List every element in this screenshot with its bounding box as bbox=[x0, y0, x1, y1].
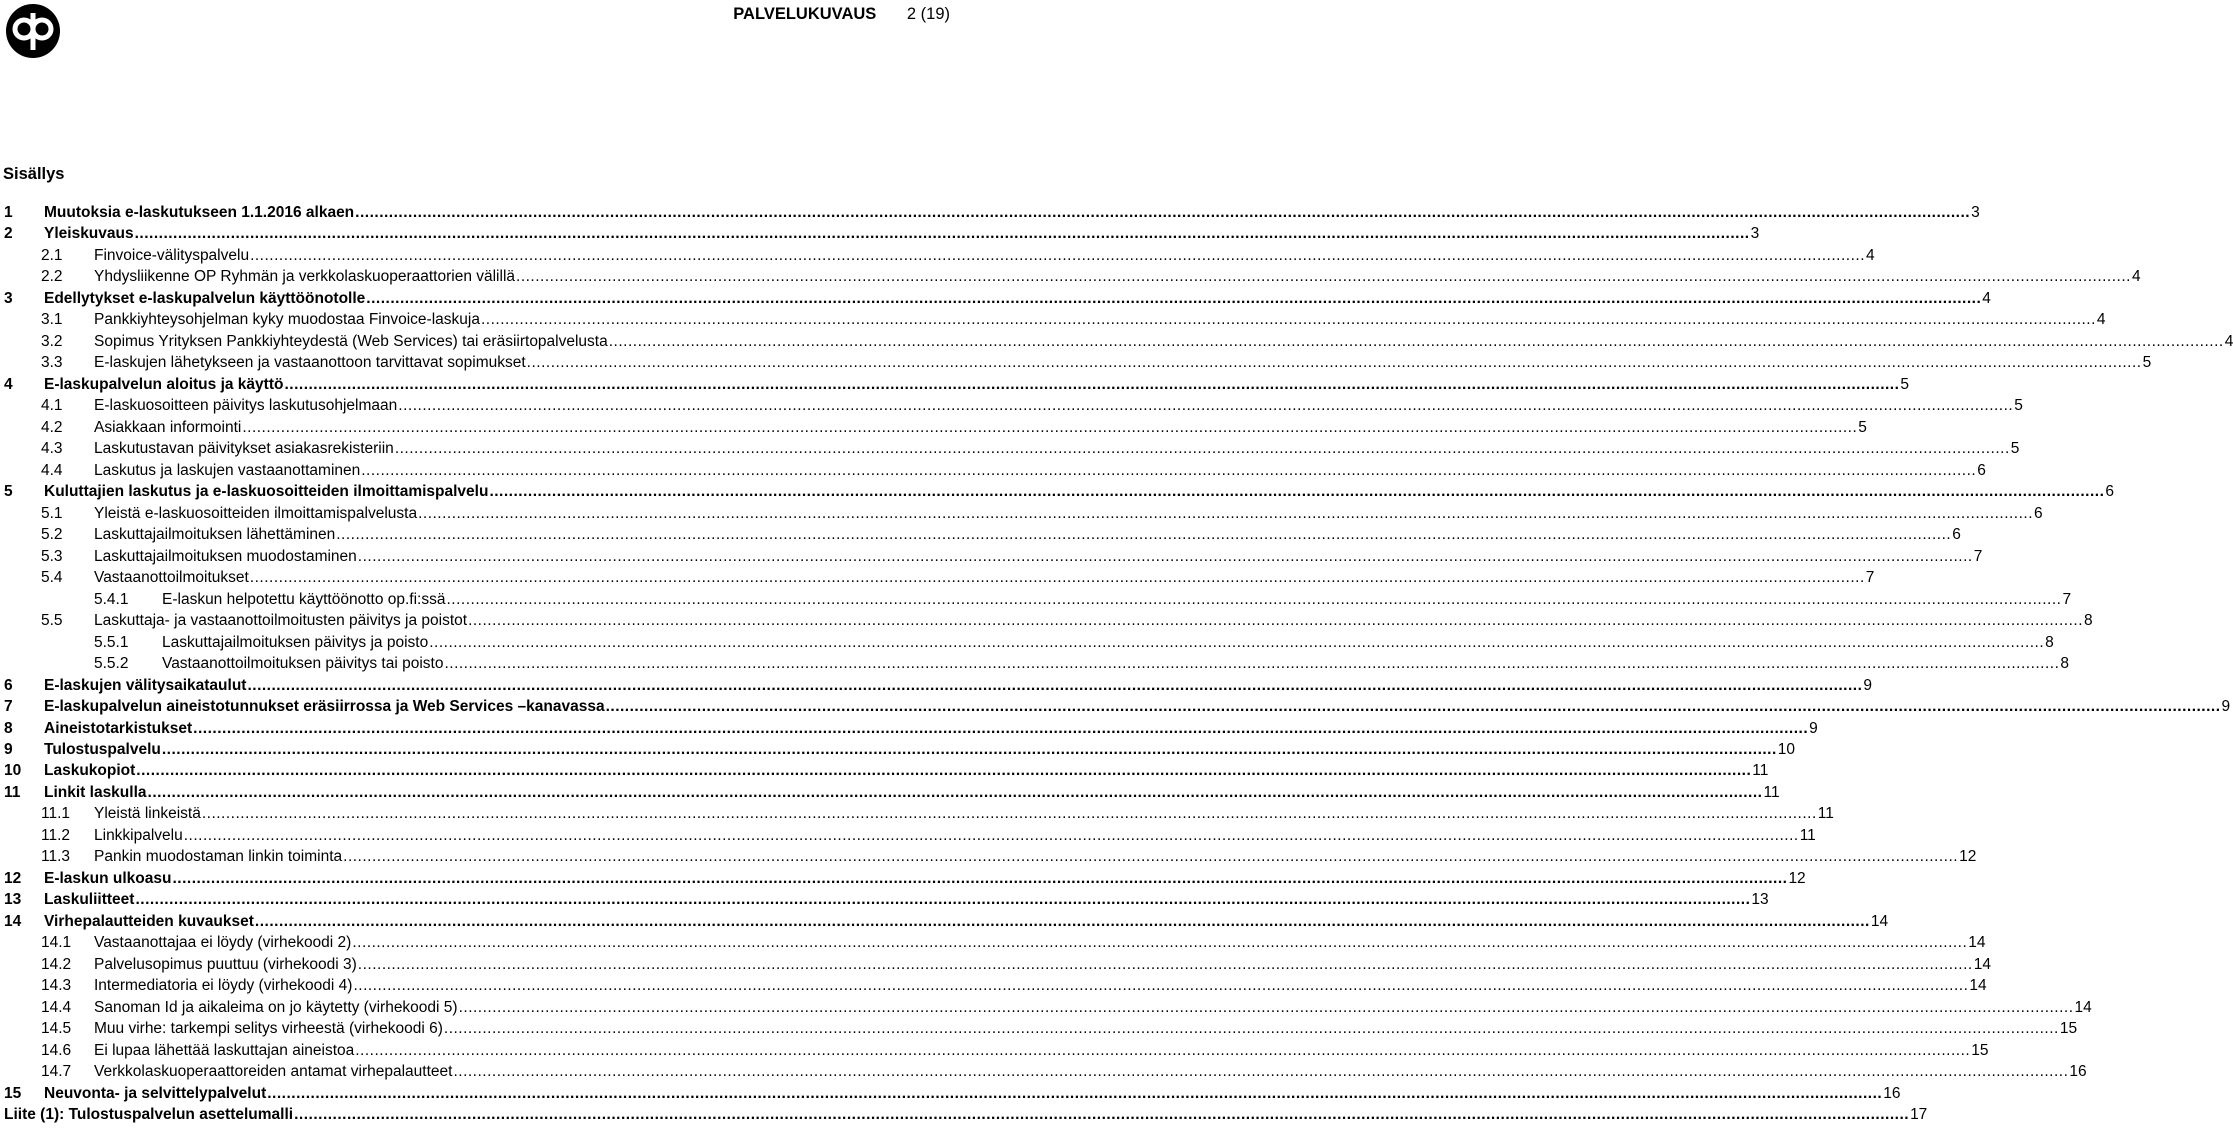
toc-dot-leader bbox=[250, 246, 1865, 266]
toc-entry[interactable] bbox=[4, 1084, 1901, 1104]
toc-entry-title: Neuvonta- ja selvittelypalvelut bbox=[44, 1084, 267, 1102]
toc-dot-leader bbox=[358, 955, 1973, 975]
toc-dot-leader bbox=[468, 611, 2083, 631]
toc-entry-title: Sanoman Id ja aikaleima on jo käytetty (virhekoodi 5) bbox=[94, 998, 458, 1016]
toc-entry-title: Vastaanottoilmoitukset bbox=[94, 569, 249, 587]
toc-entry-title: Linkit laskulla bbox=[44, 783, 147, 801]
page-header bbox=[733, 5, 950, 24]
toc-entry-number: 3.3 bbox=[41, 354, 63, 372]
toc-entry-page: 5 bbox=[1900, 375, 1910, 393]
toc-entry-number: 5.2 bbox=[41, 526, 63, 544]
toc-entry[interactable] bbox=[4, 654, 2070, 674]
toc-entry-page: 9 bbox=[1863, 676, 1873, 694]
toc-entry-page: 7 bbox=[1973, 547, 1983, 565]
toc-dot-leader bbox=[527, 353, 2142, 373]
toc-entry[interactable] bbox=[4, 783, 1780, 803]
toc-dot-leader bbox=[355, 203, 1970, 223]
toc-entry-number: 2.2 bbox=[41, 268, 63, 286]
toc-entry-title: E-laskujen lähetykseen ja vastaanottoon tarvittavat sopimukset bbox=[94, 354, 526, 372]
toc-entry-title: Laskutus ja laskujen vastaanottaminen bbox=[94, 461, 361, 479]
toc-entry-number: 5.3 bbox=[41, 547, 63, 565]
toc-entry-number: 11.3 bbox=[41, 848, 71, 866]
toc-dot-leader bbox=[398, 396, 2013, 416]
toc-entry[interactable] bbox=[4, 826, 1816, 846]
toc-entry[interactable] bbox=[4, 955, 1991, 975]
toc-entry-title: Yleistä linkeistä bbox=[94, 805, 201, 823]
toc-dot-leader bbox=[343, 847, 1958, 867]
toc-entry[interactable] bbox=[4, 525, 1961, 545]
toc-entry-title: E-laskuosoitteen päivitys laskutusohjelmaan bbox=[94, 397, 398, 415]
toc-entry-title: Palvelusopimus puuttuu (virhekoodi 3) bbox=[94, 955, 357, 973]
toc-dot-leader bbox=[489, 482, 2104, 502]
toc-entry[interactable] bbox=[4, 439, 2020, 459]
toc-entry-page: 9 bbox=[2221, 698, 2231, 716]
toc-entry-title: Liite (1): Tulostuspalvelun asettelumalli bbox=[4, 1106, 294, 1124]
toc-entry[interactable] bbox=[4, 267, 2141, 287]
toc-dot-leader bbox=[481, 310, 2096, 330]
toc-entry[interactable] bbox=[4, 289, 1991, 309]
toc-entry-page: 16 bbox=[2069, 1063, 2087, 1081]
toc-dot-leader bbox=[366, 289, 1981, 309]
toc-dot-leader bbox=[355, 1041, 1970, 1061]
toc-entry[interactable] bbox=[4, 504, 2043, 524]
toc-entry-page: 14 bbox=[1870, 912, 1889, 930]
toc-entry-title: Laskuttaja- ja vastaanottoilmoitusten päivitys ja poistot bbox=[94, 612, 468, 630]
toc-entry-number: 14.6 bbox=[41, 1041, 72, 1059]
toc-dot-leader bbox=[284, 375, 1899, 395]
toc-entry-number: 14.3 bbox=[41, 977, 72, 995]
toc-entry-title: Ei lupaa lähettää laskuttajan aineistoa bbox=[94, 1041, 355, 1059]
toc-entry[interactable] bbox=[4, 976, 1987, 996]
toc-entry-page: 14 bbox=[1973, 955, 1991, 973]
toc-dot-leader bbox=[609, 332, 2224, 352]
toc-entry[interactable] bbox=[4, 740, 1796, 760]
toc-entry-title: E-laskupalvelun aloitus ja käyttö bbox=[44, 375, 284, 393]
toc-entry-page: 9 bbox=[1809, 719, 1818, 737]
toc-entry-number: 15 bbox=[4, 1084, 22, 1102]
toc-entry-number: 11 bbox=[4, 783, 21, 801]
page-number: 2 (19) bbox=[906, 5, 950, 23]
toc-entry-page: 4 bbox=[1982, 289, 1991, 307]
toc-heading: Sisällys bbox=[3, 165, 65, 183]
toc-entry-page: 5 bbox=[2142, 354, 2152, 372]
toc-entry[interactable] bbox=[4, 547, 1983, 567]
toc-entry-number: 4.1 bbox=[41, 397, 63, 415]
toc-dot-leader bbox=[444, 1019, 2059, 1039]
document-title: PALVELUKUVAUS bbox=[733, 5, 877, 23]
toc-entry-number: 4.3 bbox=[41, 440, 63, 458]
toc-entry-page: 8 bbox=[2045, 633, 2054, 651]
toc-entry[interactable] bbox=[4, 224, 1760, 244]
toc-entry-title: E-laskun ulkoasu bbox=[44, 869, 172, 887]
toc-entry[interactable] bbox=[4, 353, 2152, 373]
toc-entry-number: 3 bbox=[4, 289, 13, 307]
toc-entry-page: 4 bbox=[1866, 246, 1875, 264]
toc-entry-number: 11.1 bbox=[41, 805, 71, 823]
toc-entry-number: 5.4 bbox=[41, 569, 63, 587]
toc-entry-page: 8 bbox=[2084, 612, 2093, 630]
toc-entry-title: Pankkiyhteysohjelman kyky muodostaa Finvoice-laskuja bbox=[94, 311, 480, 329]
toc-dot-leader bbox=[361, 461, 1976, 481]
toc-entry[interactable] bbox=[4, 1041, 1989, 1061]
toc-entry-page: 6 bbox=[2105, 483, 2115, 501]
toc-entry-title: Verkkolaskuoperaattoreiden antamat virhepalautteet bbox=[94, 1063, 453, 1081]
toc-entry[interactable] bbox=[4, 1062, 2087, 1082]
toc-dot-leader bbox=[606, 697, 2221, 717]
toc-entry-title: Laskuttajailmoituksen muodostaminen bbox=[94, 547, 357, 565]
toc-entry[interactable] bbox=[4, 633, 2054, 653]
toc-entry-title: Yleistä e-laskuosoitteiden ilmoittamispalvelusta bbox=[94, 504, 418, 522]
toc-dot-leader bbox=[444, 654, 2059, 674]
toc-entry-number: 13 bbox=[4, 891, 22, 909]
toc-entry-page: 6 bbox=[1952, 526, 1961, 544]
toc-entry[interactable] bbox=[4, 761, 1769, 781]
toc-entry-title: Finvoice-välityspalvelu bbox=[94, 246, 250, 264]
toc-entry-number: 10 bbox=[4, 762, 22, 780]
toc-entry-number: 3.2 bbox=[41, 332, 63, 350]
toc-entry[interactable] bbox=[4, 890, 1769, 910]
toc-entry-number: 5.5 bbox=[41, 612, 63, 630]
toc-entry-page: 5 bbox=[2010, 440, 2020, 458]
toc-entry-title: Laskuliitteet bbox=[44, 891, 135, 909]
toc-entry-page: 12 bbox=[1959, 848, 1977, 866]
toc-dot-leader bbox=[395, 439, 2010, 459]
toc-entry-number: 4.4 bbox=[41, 461, 63, 479]
toc-entry-number: 5.5.1 bbox=[94, 633, 129, 651]
toc-entry-title: Laskuttajailmoituksen päivitys ja poisto bbox=[162, 633, 429, 651]
toc-entry-page: 5 bbox=[2014, 397, 2023, 415]
toc-entry-title: E-laskupalvelun aineistotunnukset eräsiirrossa ja Web Services –kanavassa bbox=[44, 698, 605, 716]
toc-dot-leader bbox=[446, 590, 2061, 610]
toc-dot-leader bbox=[353, 976, 1968, 996]
toc-entry[interactable] bbox=[4, 676, 1873, 696]
toc-entry-number: 2 bbox=[4, 225, 13, 243]
toc-entry-page: 11 bbox=[1799, 826, 1816, 844]
toc-entry-page: 3 bbox=[1971, 204, 1980, 221]
toc-entry-page: 12 bbox=[1788, 869, 1806, 887]
toc-dot-leader bbox=[242, 418, 1857, 438]
toc-entry-number: 2.1 bbox=[41, 246, 63, 264]
toc-entry-number: 5 bbox=[4, 483, 13, 501]
toc-entry-page: 17 bbox=[1910, 1106, 1928, 1124]
toc-entry-title: Laskutustavan päivitykset asiakasrekisteriin bbox=[94, 440, 394, 458]
toc-entry-number: 5.1 bbox=[41, 504, 63, 522]
toc-dot-leader bbox=[352, 933, 1967, 953]
toc-entry-page: 4 bbox=[2224, 332, 2233, 350]
toc-dot-leader bbox=[255, 912, 1870, 932]
toc-dot-leader bbox=[162, 740, 1777, 760]
toc-entry-page: 11 bbox=[1752, 762, 1769, 780]
toc-entry[interactable] bbox=[4, 568, 1875, 588]
toc-entry-page: 6 bbox=[1977, 461, 1986, 479]
toc-entry-number: 14.2 bbox=[41, 955, 72, 973]
toc-dot-leader bbox=[136, 761, 1751, 781]
toc-entry[interactable] bbox=[4, 246, 1875, 266]
toc-dot-leader bbox=[453, 1062, 2068, 1082]
toc-entry-number: 7 bbox=[4, 698, 13, 716]
toc-entry[interactable] bbox=[4, 461, 1986, 481]
toc-entry-title: Asiakkaan informointi bbox=[94, 418, 242, 436]
toc-entry-page: 13 bbox=[1751, 891, 1769, 909]
toc-dot-leader bbox=[184, 826, 1799, 846]
toc-entry-page: 10 bbox=[1777, 741, 1796, 758]
toc-entry-title: Virhepalautteiden kuvaukset bbox=[44, 912, 254, 930]
toc-entry-page: 11 bbox=[1817, 805, 1834, 823]
toc-dot-leader bbox=[148, 783, 1763, 803]
toc-entry[interactable] bbox=[4, 998, 2092, 1018]
toc-entry-page: 7 bbox=[2062, 590, 2072, 608]
toc-entry-title: Yhdysliikenne OP Ryhmän ja verkkolaskuoperaattorien välillä bbox=[94, 268, 516, 286]
toc-entry[interactable] bbox=[4, 375, 1910, 395]
toc-entry[interactable] bbox=[4, 590, 2072, 610]
toc-entry-number: 14.5 bbox=[41, 1020, 72, 1038]
toc-entry-number: 1 bbox=[4, 204, 13, 221]
toc-dot-leader bbox=[336, 525, 1951, 545]
toc-dot-leader bbox=[267, 1084, 1882, 1104]
toc-dot-leader bbox=[294, 1105, 1909, 1125]
toc-entry[interactable] bbox=[4, 310, 2106, 330]
toc-dot-leader bbox=[516, 267, 2131, 287]
toc-entry-title: Vastaanottajaa ei löydy (virhekoodi 2) bbox=[94, 934, 352, 952]
toc-entry-page: 15 bbox=[1971, 1041, 1989, 1059]
toc-entry-page: 11 bbox=[1763, 783, 1780, 801]
toc-entry-number: 3.1 bbox=[41, 311, 63, 329]
toc-entry[interactable] bbox=[4, 847, 1977, 867]
toc-dot-leader bbox=[135, 224, 1750, 244]
toc-entry-number: 14 bbox=[4, 912, 22, 930]
toc-entry-page: 15 bbox=[2059, 1020, 2078, 1038]
toc-entry-page: 14 bbox=[1968, 934, 1986, 952]
toc-entry-page: 16 bbox=[1883, 1084, 1901, 1102]
toc-entry[interactable] bbox=[4, 697, 2231, 717]
toc-entry-title: Sopimus Yrityksen Pankkiyhteydestä (Web Services) tai eräsiirtopalvelusta bbox=[94, 332, 608, 350]
toc-dot-leader bbox=[193, 719, 1808, 739]
toc-entry-number: 5.4.1 bbox=[94, 590, 129, 608]
toc-entry-page: 7 bbox=[1865, 569, 1875, 587]
toc-entry-number: 8 bbox=[4, 719, 13, 737]
toc-entry-page: 14 bbox=[2074, 998, 2092, 1016]
toc-entry-number: 4 bbox=[4, 375, 13, 393]
toc-entry-title: Tulostuspalvelu bbox=[44, 741, 161, 758]
toc-entry-number: 4.2 bbox=[41, 418, 63, 436]
toc-entry-title: Edellytykset e-laskupalvelun käyttöönotolle bbox=[44, 289, 366, 307]
toc-entry-number: 14.4 bbox=[41, 998, 72, 1016]
toc-entry[interactable] bbox=[4, 332, 2233, 352]
toc-entry[interactable] bbox=[4, 611, 2093, 631]
toc-entry-title: Kuluttajien laskutus ja e-laskuosoitteiden ilmoittamispalvelu bbox=[44, 483, 489, 501]
toc-entry-title: Pankin muodostaman linkin toiminta bbox=[94, 848, 343, 866]
toc-entry[interactable] bbox=[4, 933, 1986, 953]
toc-entry[interactable] bbox=[4, 203, 1980, 223]
toc-entry-number: 14.1 bbox=[41, 934, 72, 952]
toc-entry-number: 6 bbox=[4, 676, 13, 694]
toc-entry[interactable] bbox=[4, 396, 2023, 416]
toc-dot-leader bbox=[135, 890, 1750, 910]
toc-entry[interactable] bbox=[4, 912, 1889, 932]
toc-entry-number: 5.5.2 bbox=[94, 655, 129, 673]
op-logo-icon bbox=[5, 3, 61, 59]
toc-entry[interactable] bbox=[4, 719, 1818, 739]
toc-entry[interactable] bbox=[4, 482, 2115, 502]
toc-entry-title: E-laskujen välitysaikataulut bbox=[44, 676, 247, 694]
toc-entry-page: 4 bbox=[2096, 311, 2106, 329]
toc-entry-page: 3 bbox=[1750, 225, 1760, 243]
toc-entry[interactable] bbox=[4, 1105, 1928, 1125]
toc-entry-page: 6 bbox=[2034, 504, 2043, 522]
toc-entry-title: Vastaanottoilmoituksen päivitys tai poisto bbox=[162, 655, 444, 673]
toc-entry[interactable] bbox=[4, 869, 1806, 889]
toc-dot-leader bbox=[172, 869, 1787, 889]
toc-entry-title: Muutoksia e-laskutukseen 1.1.2016 alkaen bbox=[44, 204, 355, 221]
toc-entry[interactable] bbox=[4, 418, 1867, 438]
toc-entry[interactable] bbox=[4, 1019, 2078, 1039]
toc-entry-page: 8 bbox=[2060, 655, 2070, 673]
toc-entry-number: 12 bbox=[4, 869, 22, 887]
toc-dot-leader bbox=[418, 504, 2033, 524]
toc-dot-leader bbox=[202, 804, 1817, 824]
toc-entry-title: Intermediatoria ei löydy (virhekoodi 4) bbox=[94, 977, 353, 995]
toc-entry-page: 5 bbox=[1858, 418, 1867, 436]
toc-entry-number: 14.7 bbox=[41, 1063, 72, 1081]
toc-entry-number: 11.2 bbox=[41, 826, 71, 844]
toc-dot-leader bbox=[250, 568, 1865, 588]
toc-entry-title: Yleiskuvaus bbox=[44, 225, 134, 243]
toc-dot-leader bbox=[429, 633, 2044, 653]
toc-entry-title: Linkkipalvelu bbox=[94, 826, 183, 844]
toc-entry-page: 4 bbox=[2131, 268, 2141, 286]
toc-dot-leader bbox=[459, 998, 2074, 1018]
toc-entry-title: Laskuttajailmoituksen lähettäminen bbox=[94, 526, 336, 544]
toc-entry-title: E-laskun helpotettu käyttöönotto op.fi:ssä bbox=[162, 590, 446, 608]
toc-dot-leader bbox=[358, 547, 1973, 567]
toc-entry-title: Muu virhe: tarkempi selitys virheestä (virhekoodi 6) bbox=[94, 1020, 443, 1038]
toc-entry-title: Laskukopiot bbox=[44, 762, 136, 780]
toc-dot-leader bbox=[247, 676, 1862, 696]
toc-entry[interactable] bbox=[4, 804, 1834, 824]
toc-entry-number: 9 bbox=[4, 741, 13, 758]
toc-entry-page: 14 bbox=[1969, 977, 1987, 995]
toc-entry-title: Aineistotarkistukset bbox=[44, 719, 193, 737]
